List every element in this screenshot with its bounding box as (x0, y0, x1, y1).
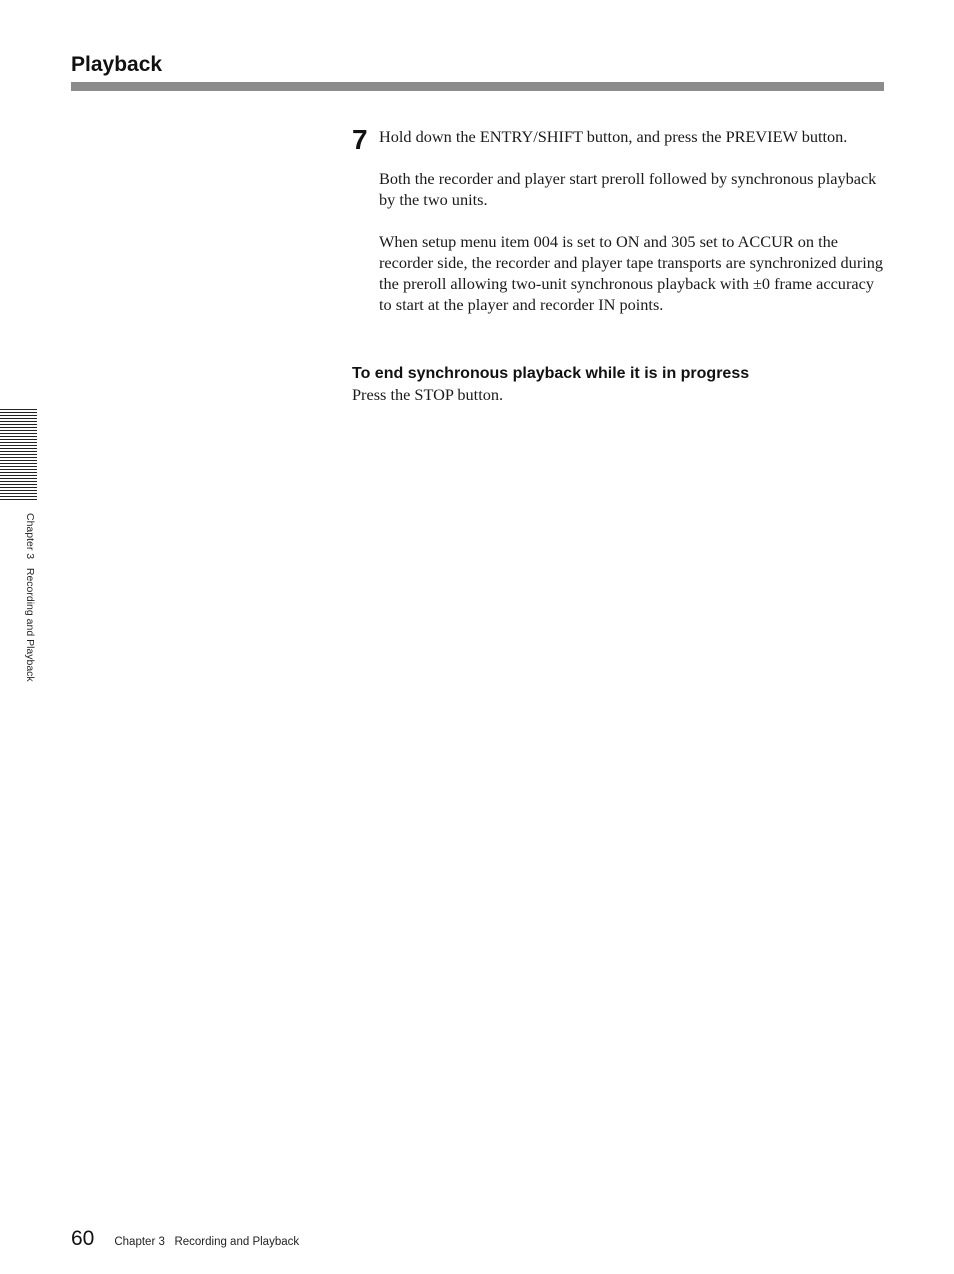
title-rule (71, 82, 884, 91)
subsection-heading: To end synchronous playback while it is in progress (352, 365, 750, 382)
page-footer (71, 1225, 299, 1253)
chapter-thumb-tab (0, 409, 37, 501)
side-chapter-label: Chapter 3 Recording and Playback (24, 513, 36, 682)
section-title: Playback (71, 53, 163, 76)
step-result: Both the recorder and player start preroll followed by synchronous playback by the two units. (379, 169, 877, 209)
subsection-body: Press the STOP button. (352, 385, 504, 404)
step-instruction: Hold down the ENTRY/SHIFT button, and press the PREVIEW button. (379, 127, 848, 146)
page-number: 60 (71, 1227, 95, 1250)
step-note: When setup menu item 004 is set to ON and 305 set to ACCUR on the recorder side, the recorder and player tape transports are synchronized during the preroll allowing two-unit synchronous playback with ±0 frame accuracy to start at the player and recorder IN points. (379, 232, 884, 314)
step-number: 7 (352, 124, 368, 155)
footer-chapter-label: Chapter 3 Recording and Playback (114, 1236, 300, 1248)
step-body (379, 126, 887, 315)
step-7 (352, 126, 887, 315)
